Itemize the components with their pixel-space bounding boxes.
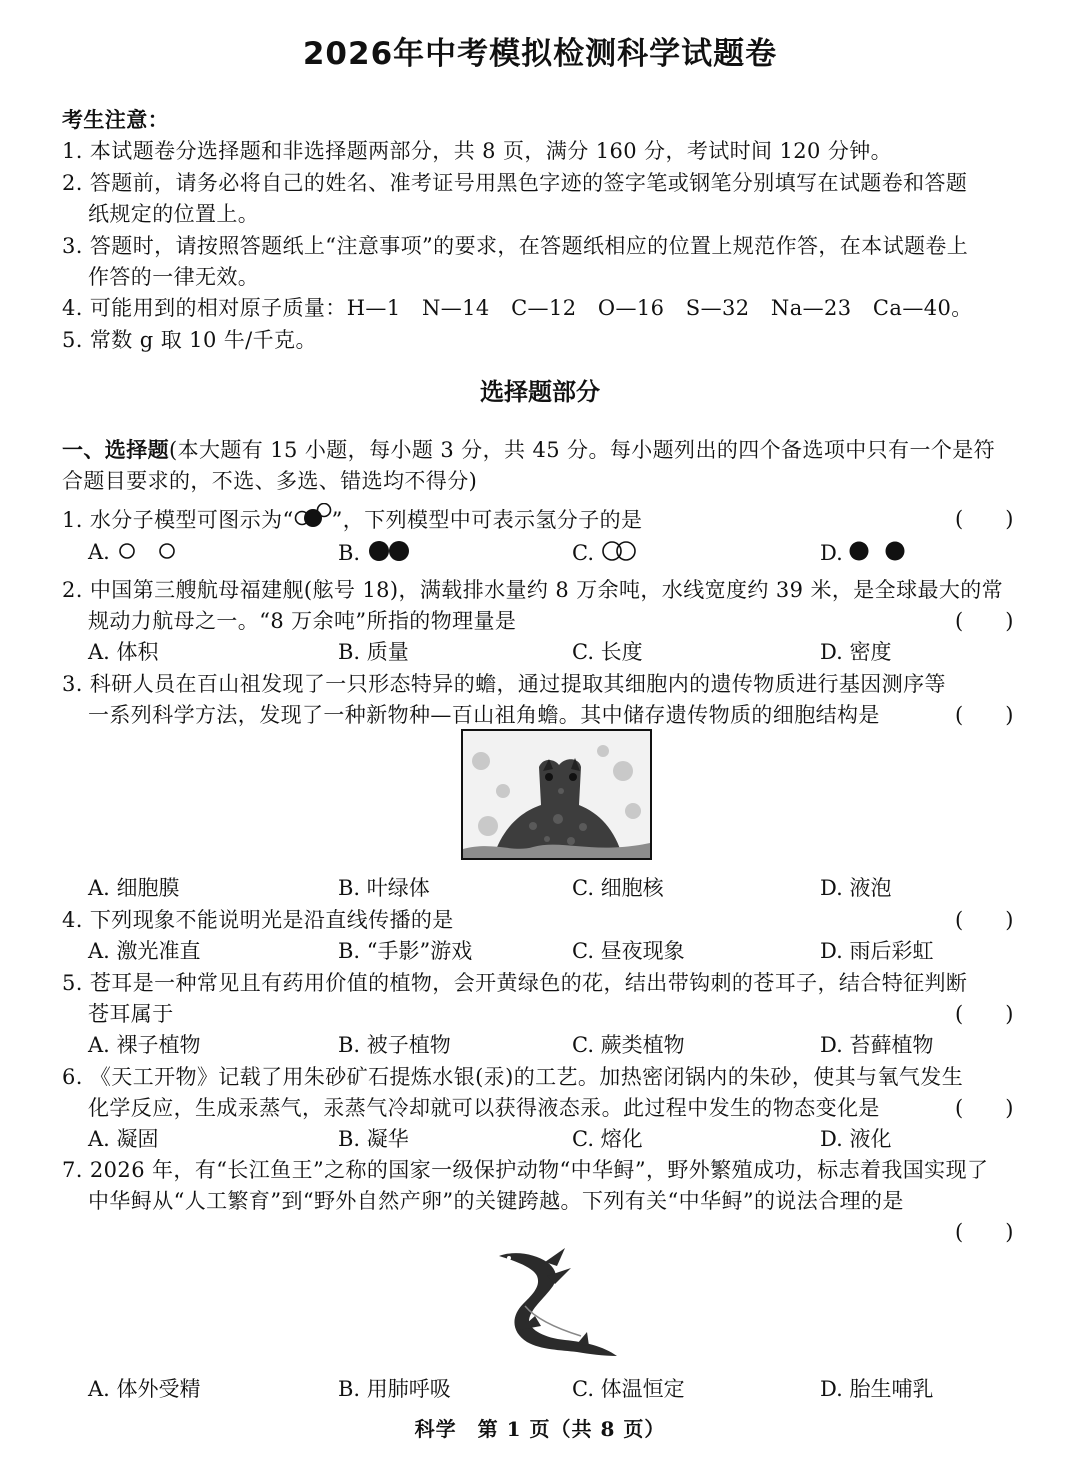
horned-toad-photo bbox=[461, 729, 652, 860]
question-3-stem-line2: 一系列科学方法，发现了一种新物种—百山祖角蟾。其中储存遗传物质的细胞结构是 bbox=[88, 703, 880, 727]
water-molecule-icon bbox=[294, 503, 332, 529]
question-6-stem-line2: 化学反应，生成汞蒸气，汞蒸气冷却就可以获得液态汞。此过程中发生的物态变化是 bbox=[88, 1096, 880, 1120]
notice-item-2-cont: 纸规定的位置上。 bbox=[88, 202, 260, 226]
q1-option-d-label: D. bbox=[820, 541, 843, 565]
answer-paren-q6: ( ) bbox=[955, 1096, 1014, 1120]
q2-option-d: D. 密度 bbox=[820, 640, 892, 664]
question-7-stem-line2: 中华鲟从“人工繁育”到“野外自然产卵”的关键跨越。下列有关“中华鲟”的说法合理的是 bbox=[88, 1189, 904, 1213]
notice-heading: 考生注意： bbox=[62, 108, 169, 132]
notice-item-2: 2. 答题前，请务必将自己的姓名、准考证号用黑色字迹的签字笔或钢笔分别填写在试题卷和答题 bbox=[62, 171, 968, 195]
notice-item-5: 5. 常数 g 取 10 牛/千克。 bbox=[62, 328, 317, 352]
question-1-stem bbox=[62, 503, 642, 534]
section-title: 选择题部分 bbox=[480, 378, 600, 406]
q3-option-c: C. 细胞核 bbox=[572, 876, 664, 900]
q7-option-c: C. 体温恒定 bbox=[572, 1377, 685, 1401]
q7-option-a: A. 体外受精 bbox=[88, 1377, 201, 1401]
q1-option-d bbox=[820, 540, 909, 565]
question-5-stem-line1: 5. 苍耳是一种常见且有药用价值的植物，会开黄绿色的花，结出带钩刺的苍耳子，结合特征判断 bbox=[62, 971, 968, 995]
q1-option-a-label: A. bbox=[88, 540, 110, 564]
q5-option-c: C. 蕨类植物 bbox=[572, 1033, 685, 1057]
q7-option-b: B. 用肺呼吸 bbox=[338, 1377, 451, 1401]
part1-heading bbox=[62, 434, 995, 464]
question-4-stem: 4. 下列现象不能说明光是沿直线传播的是 bbox=[62, 908, 454, 932]
q1-option-c bbox=[572, 540, 641, 565]
page-footer: 科学 第 1 页（共 8 页） bbox=[414, 1417, 666, 1441]
q2-option-b: B. 质量 bbox=[338, 640, 409, 664]
question-6-stem-line1: 6. 《天工开物》记载了用朱砂矿石提炼水银(汞)的工艺。加热密闭锅内的朱砂，使其与氧气发生 bbox=[62, 1065, 964, 1089]
two-separate-solid-atoms-icon bbox=[849, 540, 909, 562]
chinese-sturgeon-picture bbox=[485, 1246, 625, 1364]
q4-option-c: C. 昼夜现象 bbox=[572, 939, 685, 963]
q2-option-c: C. 长度 bbox=[572, 640, 643, 664]
q3-option-a: A. 细胞膜 bbox=[88, 876, 180, 900]
two-bonded-solid-atoms-icon bbox=[367, 540, 415, 562]
part1-heading-bold: 一、选择题 bbox=[62, 438, 169, 462]
q1-stem-pre: 1. 水分子模型可图示为“ bbox=[62, 508, 294, 532]
q2-option-a: A. 体积 bbox=[88, 640, 159, 664]
q5-option-b: B. 被子植物 bbox=[338, 1033, 451, 1057]
answer-paren-q2: ( ) bbox=[955, 609, 1014, 633]
question-2-stem-line1: 2. 中国第三艘航母福建舰(舷号 18)，满载排水量约 8 万余吨，水线宽度约 39 米，是全球最大的常 bbox=[62, 578, 1004, 602]
answer-paren-q7: ( ) bbox=[955, 1220, 1014, 1244]
q3-option-b: B. 叶绿体 bbox=[338, 876, 430, 900]
sturgeon-illustration bbox=[485, 1246, 625, 1364]
answer-paren-q4: ( ) bbox=[955, 908, 1014, 932]
q4-option-d: D. 雨后彩虹 bbox=[820, 939, 934, 963]
two-bonded-hollow-atoms-icon bbox=[601, 540, 641, 562]
q6-option-b: B. 凝华 bbox=[338, 1127, 409, 1151]
part1-heading-rest: (本大题有 15 小题，每小题 3 分，共 45 分。每小题列出的四个备选项中只有一个是符 bbox=[169, 438, 996, 462]
q5-option-d: D. 苔藓植物 bbox=[820, 1033, 934, 1057]
answer-paren-q5: ( ) bbox=[955, 1002, 1014, 1026]
answer-paren-q1: ( ) bbox=[955, 507, 1014, 531]
notice-item-4: 4. 可能用到的相对原子质量：H—1 N—14 C—12 O—16 S—32 Na—23 Ca—40。 bbox=[62, 296, 973, 320]
part1-heading-line2: 合题目要求的，不选、多选、错选均不得分) bbox=[62, 469, 478, 493]
q1-option-c-label: C. bbox=[572, 541, 594, 565]
q6-option-c: C. 熔化 bbox=[572, 1127, 643, 1151]
answer-paren-q3: ( ) bbox=[955, 703, 1014, 727]
q1-stem-post: ”，下列模型中可表示氢分子的是 bbox=[331, 508, 643, 532]
q6-option-a: A. 凝固 bbox=[88, 1127, 159, 1151]
notice-item-3-cont: 作答的一律无效。 bbox=[88, 265, 260, 289]
q1-option-b-label: B. bbox=[338, 541, 361, 565]
question-5-stem-line2: 苍耳属于 bbox=[88, 1002, 174, 1026]
q1-option-a bbox=[88, 540, 181, 564]
q3-option-d: D. 液泡 bbox=[820, 876, 892, 900]
toad-illustration bbox=[463, 731, 650, 858]
page-title: 2026年中考模拟检测科学试题卷 bbox=[302, 36, 778, 72]
question-2-stem-line2: 规动力航母之一。“8 万余吨”所指的物理量是 bbox=[88, 609, 517, 633]
two-separate-hollow-atoms-icon bbox=[117, 541, 181, 561]
question-7-stem-line1: 7. 2026 年，有“长江鱼王”之称的国家一级保护动物“中华鲟”，野外繁殖成功，标志着我国实现了 bbox=[62, 1158, 989, 1182]
q6-option-d: D. 液化 bbox=[820, 1127, 892, 1151]
notice-item-1: 1. 本试题卷分选择题和非选择题两部分，共 8 页，满分 160 分，考试时间 120 分钟。 bbox=[62, 139, 893, 163]
q7-option-d: D. 胎生哺乳 bbox=[820, 1377, 934, 1401]
notice-item-3: 3. 答题时，请按照答题纸上“注意事项”的要求，在答题纸相应的位置上规范作答，在本试题卷上 bbox=[62, 234, 969, 258]
q1-option-b bbox=[338, 540, 415, 565]
q4-option-b: B. “手影”游戏 bbox=[338, 939, 473, 963]
q5-option-a: A. 裸子植物 bbox=[88, 1033, 201, 1057]
q4-option-a: A. 激光准直 bbox=[88, 939, 201, 963]
question-3-stem-line1: 3. 科研人员在百山祖发现了一只形态特异的蟾，通过提取其细胞内的遗传物质进行基因测序等 bbox=[62, 672, 946, 696]
